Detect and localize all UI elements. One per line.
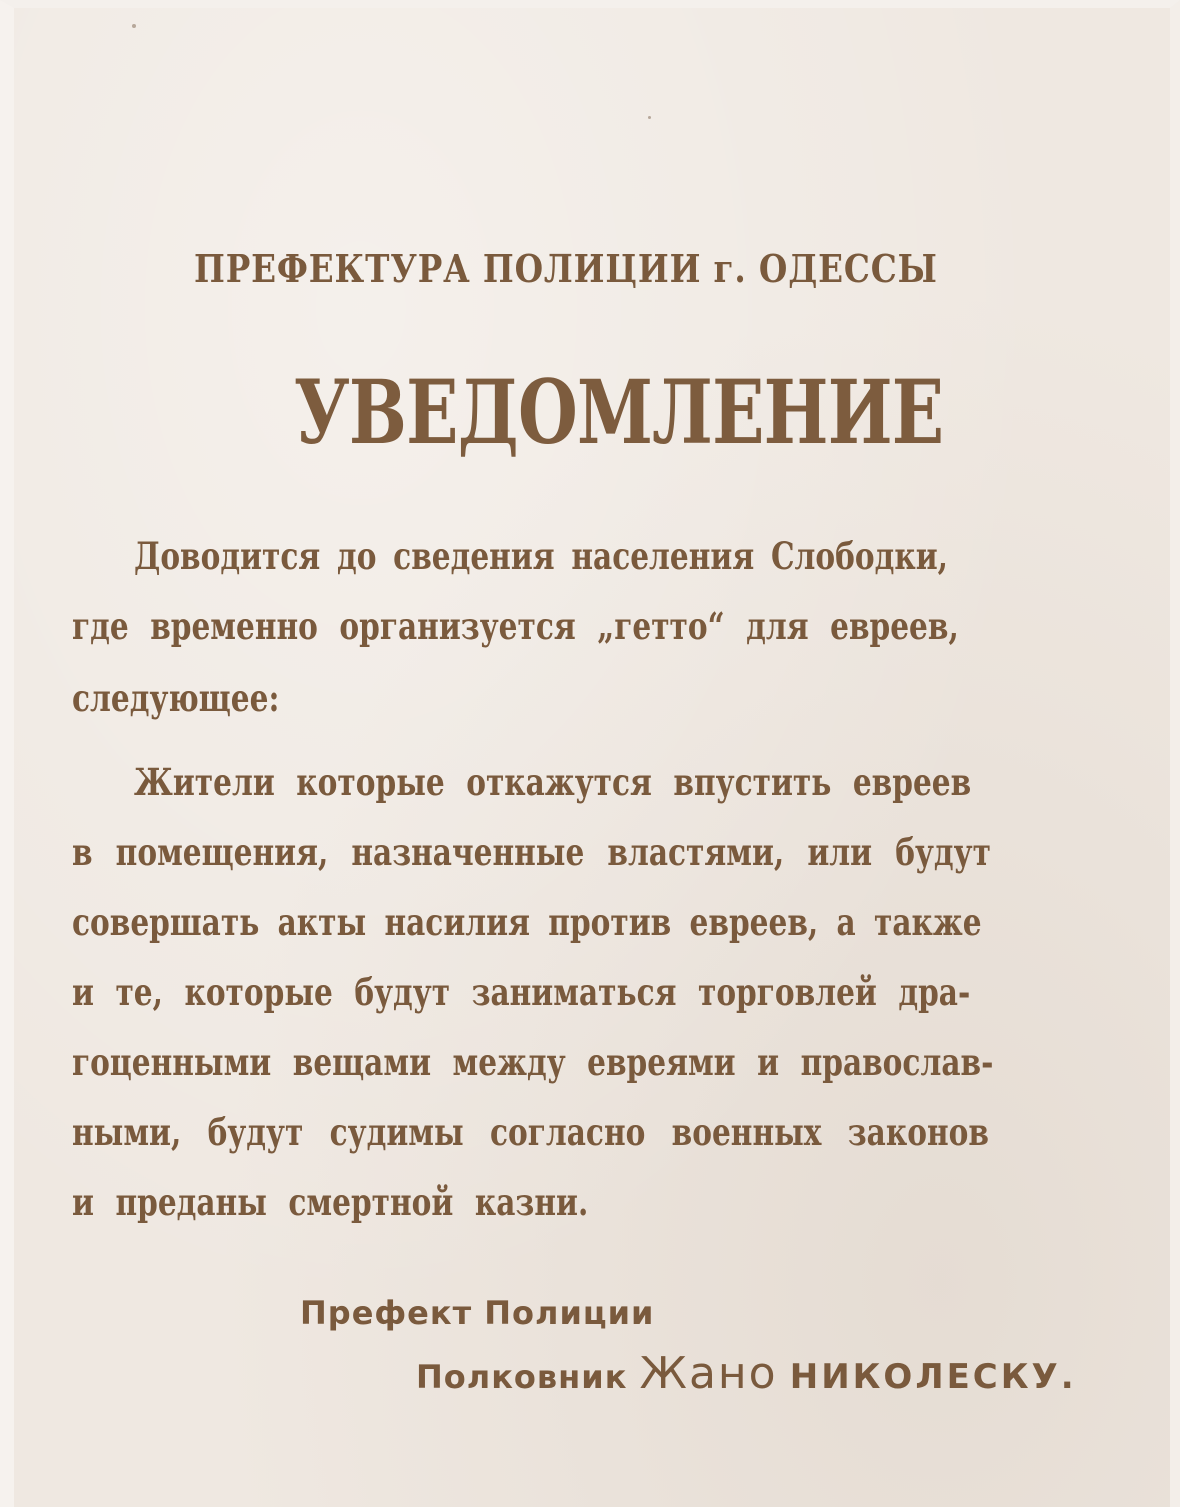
paragraph-line: где временно организуется „гетто“ для евреев, <box>72 604 959 648</box>
signature-first-name: Жано <box>639 1348 778 1399</box>
paragraph-line: и преданы смертной казни. <box>72 1180 589 1224</box>
paper-speck <box>648 116 651 119</box>
paragraph-line: Жители которые откажутся впустить евреев <box>134 760 972 804</box>
paragraph-line: гоценными вещами между евреями и православ- <box>72 1040 994 1084</box>
signature-position: Префект Полиции <box>300 1294 655 1332</box>
document-title: УВЕДОМЛЕНИЕ <box>294 360 944 464</box>
signature-rank: Полковник <box>416 1358 628 1396</box>
signature-last-name: НИКОЛЕСКУ. <box>789 1357 1077 1397</box>
paragraph-line: и те, которые будут заниматься торговлей дра- <box>72 970 971 1014</box>
paragraph-line: ными, будут судимы согласно военных законов <box>72 1110 989 1154</box>
paragraph-line: следующее: <box>72 676 280 720</box>
document-header: ПРЕФЕКТУРА ПОЛИЦИИ г. ОДЕССЫ <box>194 246 938 291</box>
paragraph-line: совершать акты насилия против евреев, а также <box>72 900 982 944</box>
paper-speck <box>132 24 136 28</box>
paragraph-line: в помещения, назначенные властями, или будут <box>72 830 991 874</box>
paragraph-line: Доводится до сведения населения Слободки, <box>134 534 948 578</box>
signature-name-line <box>416 1348 1077 1399</box>
